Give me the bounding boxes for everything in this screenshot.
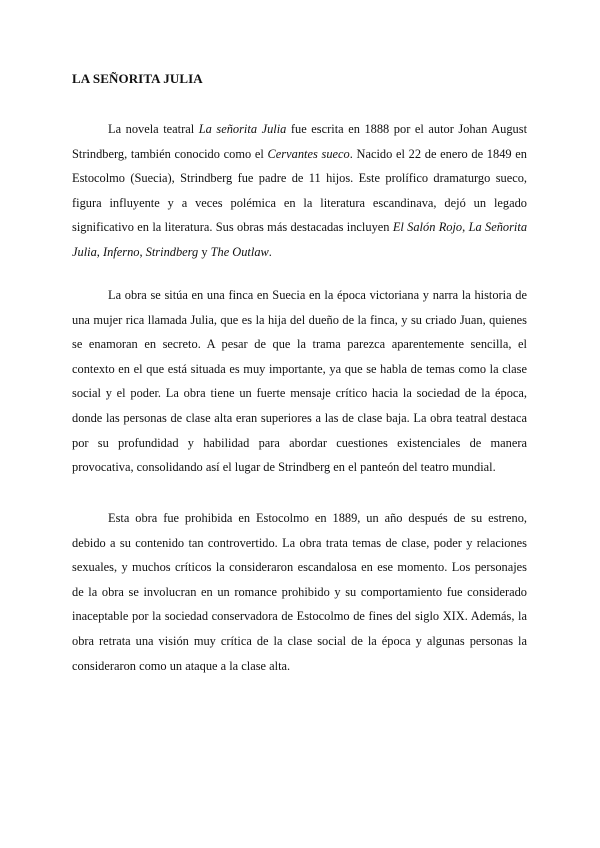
text-segment: La novela teatral	[108, 122, 199, 136]
italic-text-segment: The Outlaw	[210, 244, 269, 259]
text-segment: La obra se sitúa en una finca en Suecia en la época victoriana y narra la historia de una mujer rica llamada Julia, que es la hija del dueño de la finca, y su criado Juan, quienes se enamoran en secreto. A pesar de que la trama parezca aparentemente sencilla, el contexto en el que está situada es muy importante, ya que se habla de temas como la clase social y el poder. La obra tiene un fuerte mensaje crítico hacia la sociedad de la época, donde las personas de clase alta eran superiores a las de clase baja. La obra teatral destaca por su profundidad y habilidad para abordar cuestiones existenciales de manera provocativa, consolidando así el lugar de Strindberg en el panteón del teatro mundial.	[72, 288, 527, 475]
text-segment: .	[268, 244, 272, 259]
italic-text-segment: Strindberg	[145, 244, 199, 259]
text-segment: ,	[462, 220, 469, 235]
text-segment: fue escrita en 1888 por el autor Johan August Strindberg, también conocido como el	[72, 122, 528, 161]
text-segment: Esta obra fue prohibida en Estocolmo en 1889, un año después de su estreno, debido a su contenido tan controvertido. La obra trata temas de clase, poder y relaciones sexuales, y muchos críticos la consideraron escandalosa en ese momento. Los personajes de la obra se involucran en un romance prohibido y su comportamiento fue considerado inaceptable por la sociedad conservadora de Estocolmo de fines del siglo XIX. Además, la obra retrata una visión muy crítica de la clase social de la época y algunas personas la consideraron como un ataque a la clase alta.	[72, 511, 527, 673]
text-segment: ,	[139, 244, 146, 259]
paragraph-2	[72, 283, 527, 480]
text-segment: . Nacido el 22 de enero de 1849 en Estocolmo (Suecia), Strindberg fue padre de 11 hijos. Este prolífico dramaturgo sueco, figura influyente y a veces polémica en la literatura escandinava, dejó un legado significativo en la literatura. Sus obras más destacadas incluyen	[72, 146, 527, 235]
italic-text-segment: El Salón Rojo	[392, 220, 463, 235]
italic-text-segment: Inferno	[102, 244, 140, 259]
italic-text-segment: La Señorita Julia	[72, 220, 528, 259]
italic-text-segment: Cervantes sueco	[267, 146, 350, 161]
text-segment: y	[198, 244, 211, 259]
paragraph-3	[72, 506, 527, 678]
document-title: LA SEÑORITA JULIA	[72, 71, 203, 86]
italic-text-segment: La señorita Julia	[198, 122, 287, 136]
paragraph-1	[72, 117, 527, 265]
text-segment: ,	[96, 244, 103, 259]
